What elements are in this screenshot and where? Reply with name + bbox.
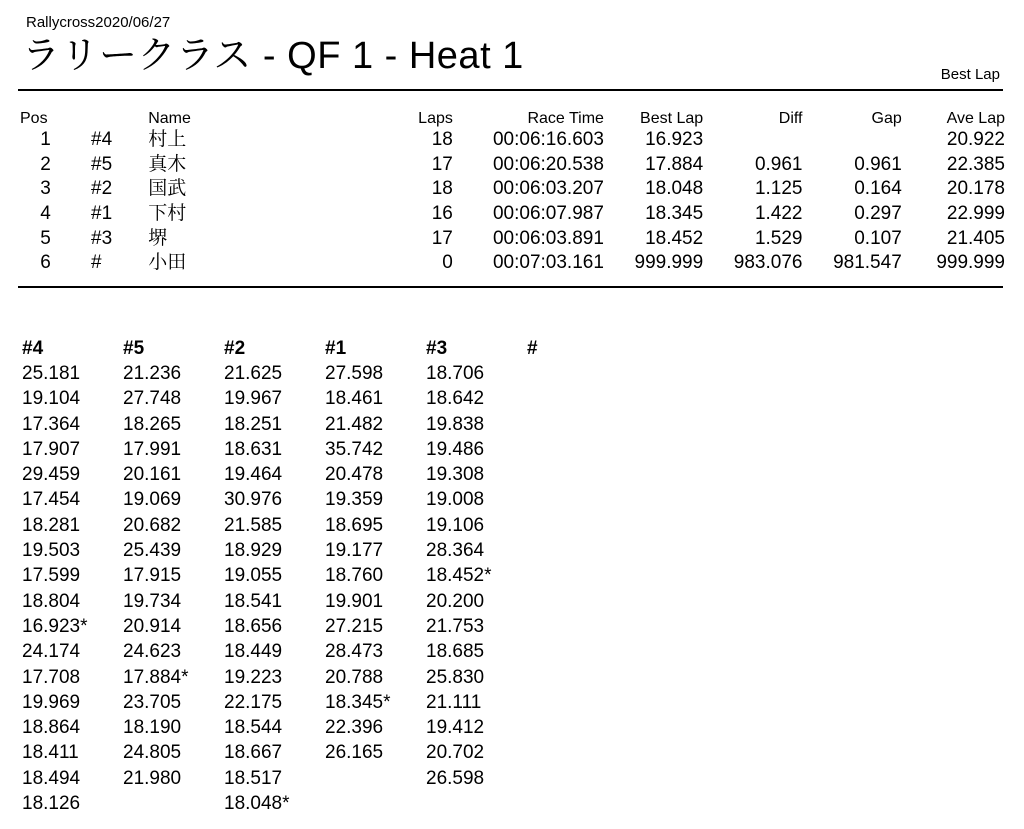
best-lap-cell: 16.923 xyxy=(645,129,704,151)
ave-lap-cell: 21.405 xyxy=(946,227,1005,249)
lap-time-cell: 18.281 xyxy=(22,514,81,536)
gap-cell: 981.547 xyxy=(833,252,902,274)
lap-time-cell: 18.656 xyxy=(224,615,283,637)
lap-time-cell: 20.682 xyxy=(123,514,182,536)
lap-time-cell: 17.884* xyxy=(123,666,189,688)
lap-time-cell: 18.642 xyxy=(426,388,485,410)
top-rule xyxy=(18,89,1003,91)
results-header-row xyxy=(20,106,1005,128)
lap-times-column xyxy=(123,336,223,791)
lap-time-cell: 17.907 xyxy=(22,438,81,460)
lap-time-cell: 19.104 xyxy=(22,388,81,410)
lap-time-cell: 18.345* xyxy=(325,691,391,713)
lap-time-cell: 18.541 xyxy=(224,590,283,612)
pos-cell: 1 xyxy=(40,129,51,151)
lap-column-header: #5 xyxy=(123,338,145,359)
lap-times-column xyxy=(325,336,425,766)
lap-time-cell: 18.804 xyxy=(22,590,81,612)
lap-column-header: #1 xyxy=(325,338,347,359)
col-header-ave-lap: Ave Lap xyxy=(946,110,1005,127)
pos-cell: 2 xyxy=(40,153,51,175)
lap-time-cell: 18.126 xyxy=(22,793,81,815)
best-lap-cell: 999.999 xyxy=(634,252,704,274)
driver-name-cell: 国武 xyxy=(148,178,187,200)
lap-time-cell: 19.967 xyxy=(224,388,283,410)
lap-time-cell: 28.364 xyxy=(426,540,485,562)
lap-column-header: #3 xyxy=(426,338,448,359)
lap-time-cell: 17.915 xyxy=(123,565,182,587)
lap-times-column xyxy=(224,336,324,816)
lap-time-cell: 27.748 xyxy=(123,388,182,410)
lap-time-cell: 19.838 xyxy=(426,413,485,435)
lap-time-cell: 25.439 xyxy=(123,540,182,562)
heat-title: ラリークラス - QF 1 - Heat 1 xyxy=(22,35,524,77)
lap-time-cell: 19.503 xyxy=(22,540,81,562)
gap-cell xyxy=(802,128,901,153)
lap-times-column xyxy=(527,336,627,361)
lap-column-header: # xyxy=(527,338,538,359)
driver-name-cell: 堺 xyxy=(148,227,168,249)
results-row xyxy=(20,128,1005,153)
pos-cell: 5 xyxy=(40,227,51,249)
laps-cell: 18 xyxy=(431,129,453,151)
driver-name-cell: 下村 xyxy=(148,203,187,225)
diff-cell: 1.125 xyxy=(754,178,803,200)
lap-time-cell: 27.215 xyxy=(325,615,384,637)
laps-cell: 0 xyxy=(442,252,453,274)
driver-name-cell: 真木 xyxy=(148,153,187,175)
lap-time-cell: 17.599 xyxy=(22,565,81,587)
lap-time-cell: 19.969 xyxy=(22,691,81,713)
lap-time-cell: 21.236 xyxy=(123,363,182,384)
lap-time-cell: 17.708 xyxy=(22,666,81,688)
best-lap-tag: Best Lap xyxy=(940,66,1000,83)
results-row xyxy=(20,202,1005,227)
best-lap-cell: 18.452 xyxy=(645,227,704,249)
ave-lap-cell: 20.178 xyxy=(946,178,1005,200)
lap-time-cell: 17.454 xyxy=(22,489,81,511)
lap-time-cell: 21.482 xyxy=(325,413,384,435)
results-body xyxy=(20,128,1005,276)
diff-cell xyxy=(703,128,802,153)
driver-name-cell: 村上 xyxy=(148,129,187,151)
lap-time-cell: 19.055 xyxy=(224,565,283,587)
lap-time-cell: 19.359 xyxy=(325,489,384,511)
laps-cell: 17 xyxy=(431,153,453,175)
lap-time-cell: 19.486 xyxy=(426,438,485,460)
gap-cell: 0.961 xyxy=(854,153,902,175)
results-row xyxy=(20,153,1005,178)
lap-time-cell: 19.106 xyxy=(426,514,485,536)
lap-time-cell: 24.174 xyxy=(22,641,81,663)
lap-time-cell: 17.991 xyxy=(123,438,182,460)
lap-time-cell: 27.598 xyxy=(325,363,384,384)
race-time-cell: 00:06:20.538 xyxy=(492,153,604,175)
lap-time-cell: 25.181 xyxy=(22,363,81,384)
lap-time-cell: 18.760 xyxy=(325,565,384,587)
gap-cell: 0.297 xyxy=(854,203,902,225)
lap-time-cell: 19.308 xyxy=(426,464,485,486)
col-header-name: Name xyxy=(148,110,191,127)
diff-cell: 1.529 xyxy=(754,227,803,249)
lap-time-cell: 18.544 xyxy=(224,717,283,739)
car-number-cell: # xyxy=(91,252,102,274)
lap-time-cell: 20.200 xyxy=(426,590,485,612)
lap-time-cell: 30.976 xyxy=(224,489,283,511)
lap-time-cell: 18.411 xyxy=(22,742,79,764)
lap-time-cell: 20.161 xyxy=(123,464,182,486)
lap-time-cell: 28.473 xyxy=(325,641,384,663)
lap-time-cell: 20.478 xyxy=(325,464,384,486)
diff-cell: 1.422 xyxy=(754,203,803,225)
lap-time-cell: 21.753 xyxy=(426,615,485,637)
gap-cell: 0.164 xyxy=(854,178,902,200)
best-lap-cell: 18.048 xyxy=(645,178,704,200)
pos-cell: 4 xyxy=(40,203,51,225)
lap-time-cell: 29.459 xyxy=(22,464,81,486)
lap-time-cell: 22.396 xyxy=(325,717,384,739)
lap-time-cell: 20.788 xyxy=(325,666,384,688)
lap-time-cell: 22.175 xyxy=(224,691,283,713)
col-header-gap: Gap xyxy=(871,110,902,127)
lap-time-cell: 18.449 xyxy=(224,641,283,663)
ave-lap-cell: 999.999 xyxy=(936,252,1005,274)
event-date-title: Rallycross2020/06/27 xyxy=(26,14,171,31)
car-number-cell: #3 xyxy=(91,227,113,249)
lap-column-header: #2 xyxy=(224,338,246,359)
results-row xyxy=(20,251,1005,276)
results-row xyxy=(20,177,1005,202)
lap-time-cell: 25.830 xyxy=(426,666,485,688)
race-time-cell: 00:06:03.207 xyxy=(492,178,604,200)
lap-time-cell: 20.914 xyxy=(123,615,182,637)
lap-time-cell: 18.631 xyxy=(224,438,283,460)
laps-cell: 16 xyxy=(431,203,453,225)
lap-time-cell: 26.165 xyxy=(325,742,384,764)
lap-time-cell: 18.452* xyxy=(426,565,492,587)
lap-time-cell: 21.980 xyxy=(123,767,182,789)
lap-time-cell: 18.667 xyxy=(224,742,283,764)
gap-cell: 0.107 xyxy=(854,227,902,249)
results-row xyxy=(20,226,1005,251)
lap-time-cell: 35.742 xyxy=(325,438,384,460)
lap-time-cell: 18.265 xyxy=(123,413,182,435)
lap-time-cell: 18.695 xyxy=(325,514,384,536)
lap-time-cell: 19.901 xyxy=(325,590,384,612)
lap-time-cell: 18.251 xyxy=(224,413,283,435)
lap-time-cell: 26.598 xyxy=(426,767,485,789)
lap-time-cell: 18.706 xyxy=(426,363,485,384)
lap-time-cell: 17.364 xyxy=(22,413,81,435)
lap-time-cell: 21.625 xyxy=(224,363,283,384)
lap-time-cell: 18.685 xyxy=(426,641,485,663)
race-time-cell: 00:06:03.891 xyxy=(492,227,604,249)
race-time-cell: 00:06:07.987 xyxy=(492,203,604,225)
results-table xyxy=(20,106,1005,276)
ave-lap-cell: 22.999 xyxy=(946,203,1005,225)
col-header-num-spacer xyxy=(91,106,148,128)
col-header-race-time: Race Time xyxy=(527,110,604,127)
lap-time-cell: 18.190 xyxy=(123,717,182,739)
lap-time-cell: 21.585 xyxy=(224,514,283,536)
lap-time-cell: 24.623 xyxy=(123,641,182,663)
pos-cell: 6 xyxy=(40,252,51,274)
lap-time-cell: 19.008 xyxy=(426,489,485,511)
best-lap-cell: 18.345 xyxy=(645,203,704,225)
col-header-best-lap: Best Lap xyxy=(640,110,704,127)
pos-cell: 3 xyxy=(40,178,51,200)
driver-name-cell: 小田 xyxy=(148,252,187,274)
car-number-cell: #5 xyxy=(91,153,113,175)
car-number-cell: #1 xyxy=(91,203,113,225)
lap-time-cell: 19.069 xyxy=(123,489,182,511)
lap-time-cell: 18.864 xyxy=(22,717,81,739)
bottom-rule xyxy=(18,286,1003,288)
lap-time-cell: 16.923* xyxy=(22,615,88,637)
lap-time-cell: 19.177 xyxy=(325,540,384,562)
lap-times-column xyxy=(22,336,122,816)
col-header-diff: Diff xyxy=(778,110,803,127)
lap-time-cell: 18.929 xyxy=(224,540,283,562)
lap-column-header: #4 xyxy=(22,338,44,359)
lap-time-cell: 18.461 xyxy=(325,388,384,410)
lap-time-cell: 23.705 xyxy=(123,691,182,713)
col-header-pos: Pos xyxy=(20,110,48,127)
lap-times-column xyxy=(426,336,526,791)
laps-cell: 17 xyxy=(431,227,453,249)
car-number-cell: #2 xyxy=(91,178,113,200)
col-header-laps: Laps xyxy=(418,110,453,127)
race-time-cell: 00:06:16.603 xyxy=(492,129,604,151)
lap-time-cell: 18.048* xyxy=(224,793,290,815)
best-lap-cell: 17.884 xyxy=(645,153,704,175)
lap-time-cell: 19.464 xyxy=(224,464,283,486)
lap-time-cell: 19.223 xyxy=(224,666,283,688)
ave-lap-cell: 20.922 xyxy=(946,129,1005,151)
lap-time-cell: 19.734 xyxy=(123,590,182,612)
lap-time-cell: 18.517 xyxy=(224,767,283,789)
car-number-cell: #4 xyxy=(91,129,113,151)
ave-lap-cell: 22.385 xyxy=(946,153,1005,175)
lap-time-cell: 21.111 xyxy=(426,691,482,713)
lap-time-cell: 19.412 xyxy=(426,717,485,739)
diff-cell: 983.076 xyxy=(733,252,803,274)
diff-cell: 0.961 xyxy=(754,153,803,175)
lap-time-cell: 24.805 xyxy=(123,742,182,764)
laps-cell: 18 xyxy=(431,178,453,200)
lap-time-cell: 18.494 xyxy=(22,767,81,789)
race-time-cell: 00:07:03.161 xyxy=(492,252,604,274)
lap-time-cell: 20.702 xyxy=(426,742,485,764)
